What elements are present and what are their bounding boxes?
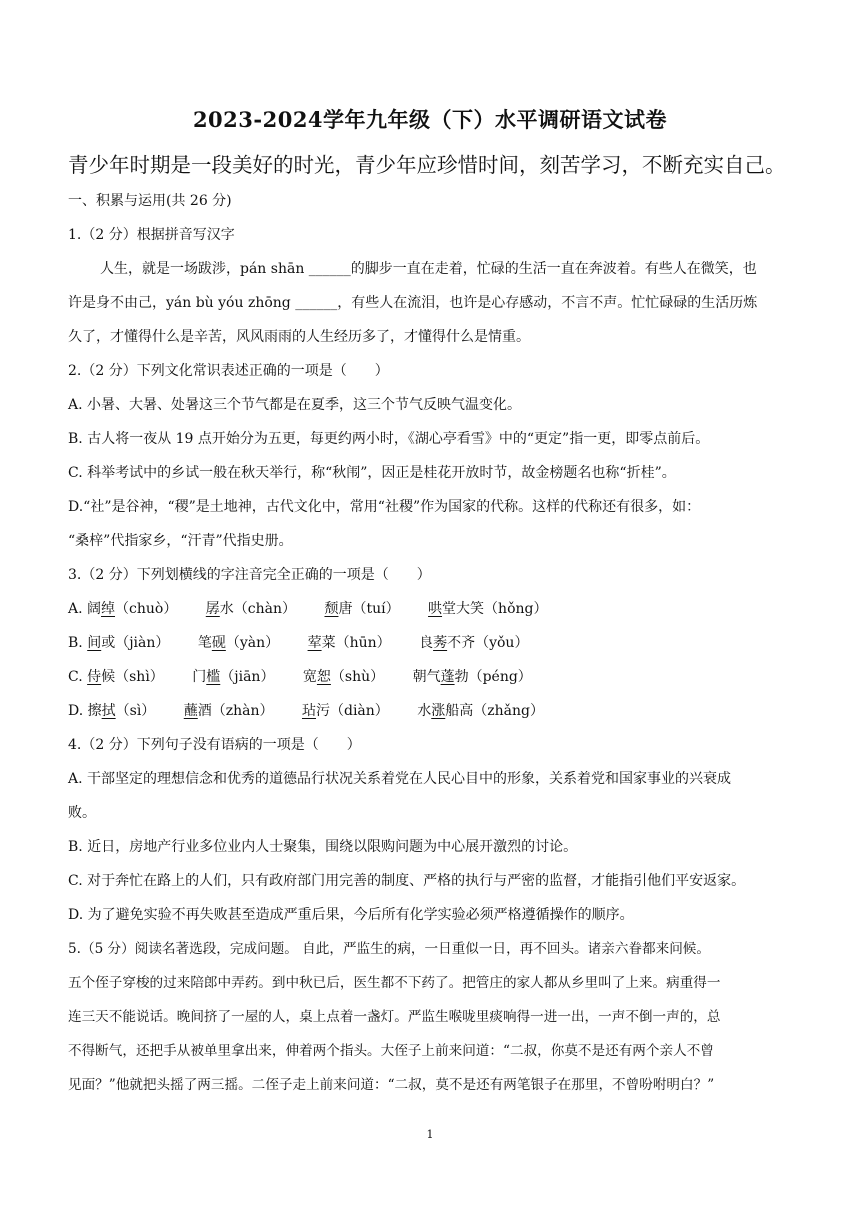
option-item: D. 擦拭（sì） [68, 703, 156, 719]
question-2-option-c: C. 科举考试中的乡试一般在秋天举行，称“秋闱”，因正是桂花开放时节，故金榜题名也称“折桂”。 [68, 465, 676, 481]
option-item: 颓唐（tuí） [324, 601, 400, 617]
question-4-option-a-cont: 败。 [68, 805, 96, 821]
question-5-passage-line: 不得断气，还把手从被单里拿出来，伸着两个指头。大侄子上前来问道：“二叔，你莫不是还有两个亲人不曾 [68, 1043, 714, 1059]
question-3-option-d [68, 701, 544, 721]
option-item: 良莠不齐（yǒu） [419, 635, 529, 651]
question-4-option-a: A. 干部坚定的理想信念和优秀的道德品行状况关系着党在人民心目中的形象，关系着党和国家事业的兴衰成 [68, 771, 732, 787]
section-heading: 一、积累与运用(共 26 分) [68, 193, 232, 209]
question-1-passage-line: 许是身不由己，yán bù yóu zhōng ______，有些人在流泪，也许是心存感动，不言不声。忙忙碌碌的生活历炼 [68, 295, 758, 311]
question-4-option-d: D. 为了避免实验不再失败甚至造成严重后果，今后所有化学实验必须严格遵循操作的顺序。 [68, 907, 634, 923]
question-1-passage-line: 人生，就是一场跋涉，pán shān ______的脚步一直在走着，忙碌的生活一直在奔波着。有些人在微笑，也 [100, 261, 757, 277]
option-item: A. 阔绰（chuò） [68, 601, 178, 617]
option-item: 玷污（diàn） [301, 703, 389, 719]
option-item: 朝气蓬勃（péng） [412, 669, 532, 685]
question-5-passage-line: 5.（5 分）阅读名著选段，完成问题。 自此，严监生的病，一日重似一日，再不回头。诸亲六眷都来问候。 [68, 941, 710, 957]
question-1-stem: 1.（2 分）根据拼音写汉字 [68, 227, 235, 243]
option-item: 哄堂大笑（hǒng） [428, 601, 548, 617]
question-1-passage-line: 久了，才懂得什么是辛苦，风风雨雨的人生经历多了，才懂得什么是情重。 [68, 329, 530, 345]
question-5-passage-line: 五个侄子穿梭的过来陪郎中弄药。到中秋已后，医生都不下药了。把管庄的家人都从乡里叫了上来。病重得一 [68, 975, 721, 991]
question-4-option-c: C. 对于奔忙在路上的人们，只有政府部门用完善的制度、严格的执行与严密的监督，才能指引他们平安返家。 [68, 873, 746, 889]
question-3-option-b [68, 633, 528, 653]
exam-title: 2023-2024学年九年级（下）水平调研语文试卷 [192, 107, 668, 132]
question-2-option-a: A. 小暑、大暑、处暑这三个节气都是在夏季，这三个节气反映气温变化。 [68, 397, 522, 413]
question-4-stem: 4.（2 分）下列句子没有语病的一项是（ ） [68, 737, 361, 753]
option-item: 荤菜（hūn） [307, 635, 391, 651]
question-2-option-d: D.“社”是谷神，“稷”是土地神，古代文化中，常用“社稷”作为国家的代称。这样的代称还有很多，如： [68, 499, 701, 515]
question-4-option-b: B. 近日，房地产行业多位业内人士聚集，围绕以限购问题为中心展开激烈的讨论。 [68, 839, 578, 855]
question-3-option-a [68, 599, 547, 619]
question-5-passage-line: 连三天不能说话。晚间挤了一屋的人，桌上点着一盏灯。严监生喉咙里痰响得一进一出，一声不倒一声的，总 [68, 1009, 721, 1025]
option-item: 孱水（chàn） [205, 601, 297, 617]
page-number: 1 [426, 1128, 434, 1141]
question-3-option-c [68, 667, 532, 687]
option-item: C. 侍候（shì） [68, 669, 164, 685]
option-item: 门槛（jiān） [192, 669, 275, 685]
question-5-passage-line: 见面？”他就把头摇了两三摇。二侄子走上前来问道：“二叔，莫不是还有两笔银子在那里，不曾吩咐明白？” [68, 1077, 715, 1093]
option-item: 蘸酒（zhàn） [183, 703, 274, 719]
question-2-option-d-cont: “桑梓”代指家乡，“汗青”代指史册。 [68, 533, 293, 549]
option-item: 水涨船高（zhǎng） [417, 703, 544, 719]
motto-line: 青少年时期是一段美好的时光，青少年应珍惜时间，刻苦学习，不断充实自己。 [68, 153, 786, 177]
option-item: 宽恕（shù） [302, 669, 385, 685]
question-3-stem: 3.（2 分）下列划横线的字注音完全正确的一项是（ ） [68, 567, 431, 583]
option-item: 笔砚（yàn） [197, 635, 280, 651]
question-2-stem: 2.（2 分）下列文化常识表述正确的一项是（ ） [68, 363, 389, 379]
question-2-option-b: B. 古人将一夜从 19 点开始分为五更，每更约两小时，《湖心亭看雪》中的“更定”指一更，即零点前后。 [68, 431, 710, 447]
option-item: B. 间或（jiàn） [68, 635, 170, 651]
